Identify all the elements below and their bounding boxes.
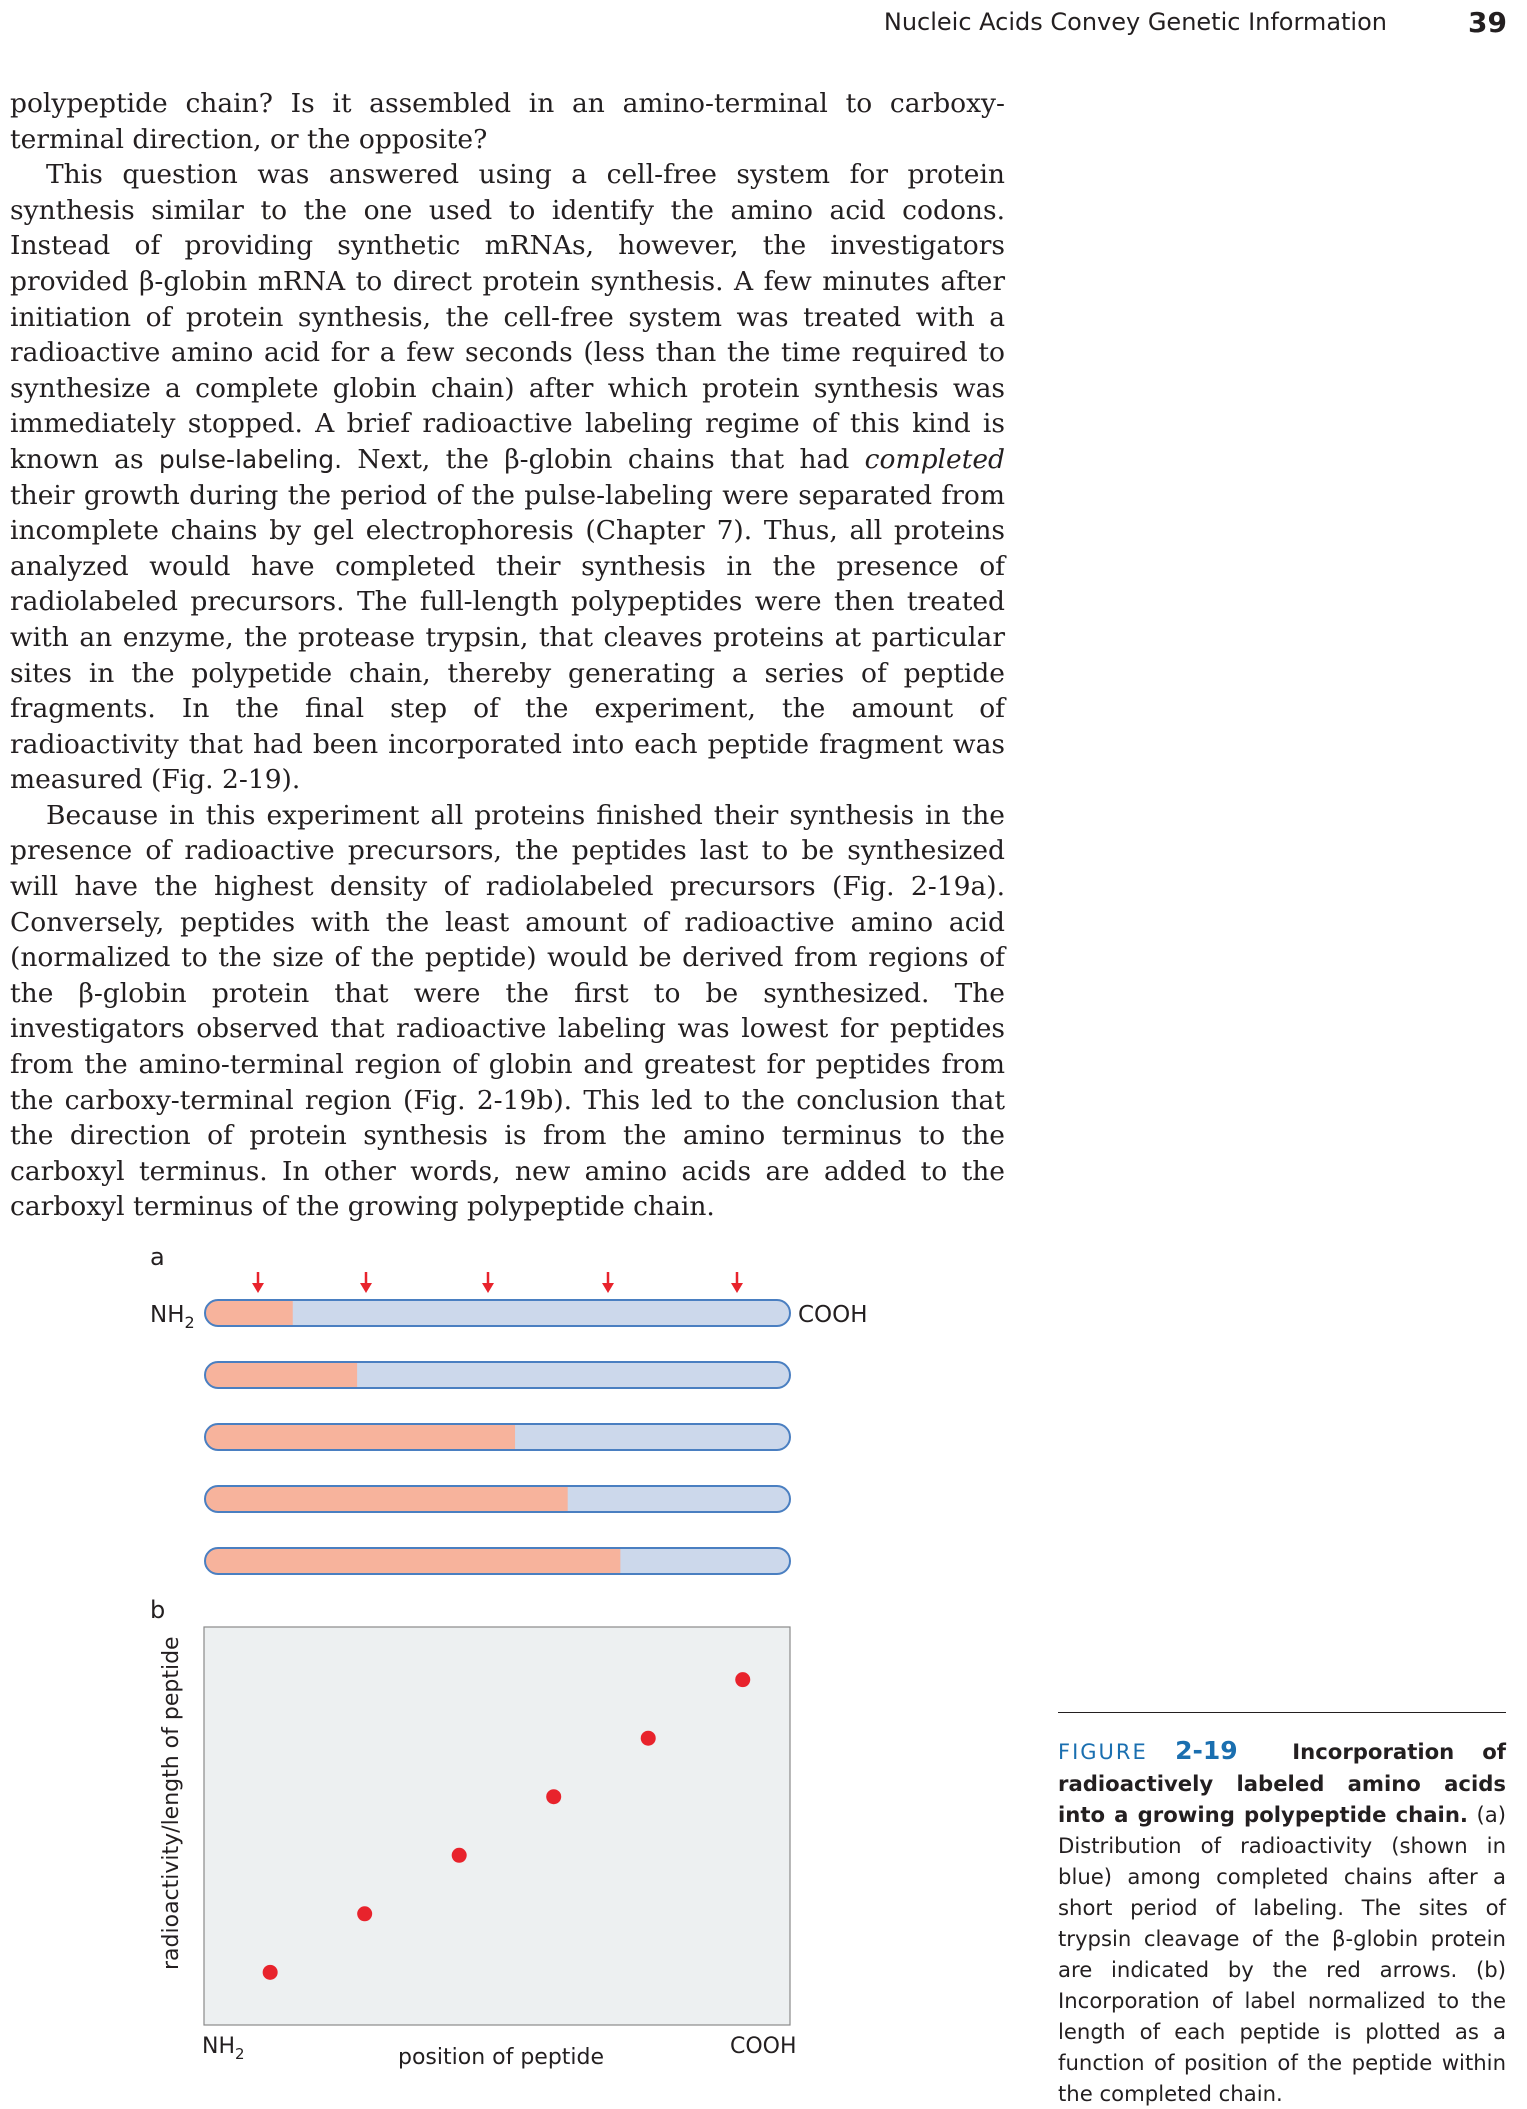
- paragraph-2: [10, 157, 1005, 798]
- y-axis-label: radioactivity/length of peptide: [159, 1636, 184, 1970]
- data-point-1: [263, 1965, 278, 1980]
- cleavage-arrow-2: [360, 1272, 372, 1293]
- page-number: 39: [1468, 6, 1507, 39]
- arrow-head: [360, 1283, 372, 1293]
- chain-labeled-segment: [205, 1424, 515, 1450]
- caption-figure-number: 2-19: [1175, 1736, 1238, 1765]
- data-point-5: [641, 1731, 656, 1746]
- arrow-head: [252, 1283, 264, 1293]
- paragraph-2-part-b: Next, the β-globin chains that had: [342, 443, 865, 475]
- chain-2: [205, 1362, 790, 1388]
- figure-caption: [1058, 1712, 1506, 2109]
- chain-4: [205, 1486, 790, 1512]
- figure-svg: [0, 1230, 1040, 2070]
- arrow-head: [602, 1283, 614, 1293]
- paragraph-3: Because in this experiment all proteins finished their synthesis in the presence of radioactive precursors, the peptides last to be synthesized will have the highest density of radiolabeled precursors (Fig. 2-19a). Conversely, peptides with the least amount of radioactive amino acid (normalized to the size of the peptide) would be derived from regions of the β-globin protein that were the first to be synthesized. The investigators observed that radioactive labeling was lowest for peptides from the amino-terminal region of globin and greatest for peptides from the carboxy-terminal region (Fig. 2-19b). This led to the conclusion that the direction of protein synthesis is from the amino terminus to the carboxyl terminus. In other words, new amino acids are added to the carboxyl terminus of the growing polypeptide chain.: [10, 799, 1005, 1223]
- paragraph-1: polypeptide chain? Is it assembled in an amino-terminal to carboxy-terminal direction, or the opposite?: [10, 88, 1005, 155]
- caption-text: (a) Distribution of radioactivity (shown in blue) among completed chains after a short period of labeling. The sites of trypsin cleavage of the β-globin protein are indicated by the red arrows. (b) Incorporation of label normalized to the length of each peptide is plotted as a function of position of the peptide within the completed chain.: [1058, 1802, 1506, 2106]
- cleavage-arrow-3: [482, 1272, 494, 1293]
- chain-5: [205, 1548, 790, 1574]
- term-pulse-labeling: pulse-labeling.: [158, 444, 343, 474]
- chain-labeled-segment: [205, 1486, 568, 1512]
- data-point-3: [452, 1848, 467, 1863]
- cleavage-arrows: [252, 1272, 743, 1293]
- paragraph-2-part-a: This question was answered using a cell-free system for protein synthesis similar to the one used to identify the amino acid codons. Instead of providing synthetic mRNAs, however, the investigators provided β-globin mRNA to direct protein synthesis. A few minutes after initiation of protein synthesis, the cell-free system was treated with a radioactive amino acid for a few seconds (less than the time required to synthesize a complete globin chain) after which protein synthesis was immediately stopped. A brief radioactive labeling regime of this kind is known as: [10, 159, 1005, 475]
- panel-b-label: b: [150, 1596, 166, 1624]
- figure-2-19: [0, 1230, 1040, 2070]
- caption-title: Incorporation of radioactively labeled amino acids into a growing polypeptide chain.: [1058, 1739, 1506, 1827]
- x-axis-label: position of peptide: [398, 2045, 605, 2070]
- data-point-6: [735, 1672, 750, 1687]
- paragraph-2-part-c: their growth during the period of the pulse-labeling were separated from incomplete chains by gel electrophoresis (Chapter 7). Thus, all proteins analyzed would have completed their synthesis in the presence of radiolabeled precursors. The full-length polypeptides were then treated with an enzyme, the protease trypsin, that cleaves proteins at particular sites in the polypetide chain, thereby generating a series of peptide fragments. In the final step of the experiment, the amount of radioactivity that had been incorporated into each peptide fragment was measured (Fig. 2-19).: [10, 479, 1005, 796]
- chain-labeled-segment: [205, 1362, 357, 1388]
- plot-area: [204, 1627, 790, 2025]
- chain-3: [205, 1424, 790, 1450]
- chain-nh2-label: $NH_2$: [150, 1302, 195, 1332]
- cleavage-arrow-5: [731, 1272, 743, 1293]
- arrow-head: [731, 1283, 743, 1293]
- body-text: [10, 86, 1005, 1225]
- cleavage-arrow-1: [252, 1272, 264, 1293]
- x-tick-cooh: COOH: [730, 2034, 797, 2059]
- chain-1: [205, 1300, 790, 1326]
- chain-labeled-segment: [205, 1300, 293, 1326]
- page-header: [0, 8, 1527, 48]
- arrow-head: [482, 1283, 494, 1293]
- caption-figure-label: FIGURE: [1058, 1740, 1148, 1764]
- x-tick-nh2: $NH_2$: [202, 2034, 245, 2063]
- data-point-4: [546, 1789, 561, 1804]
- data-point-2: [357, 1906, 372, 1921]
- emphasis-completed: completed: [864, 443, 1005, 475]
- chain-labeled-segment: [205, 1548, 620, 1574]
- polypeptide-chains: [205, 1300, 790, 1574]
- running-head: Nucleic Acids Convey Genetic Information: [883, 8, 1387, 36]
- cleavage-arrow-4: [602, 1272, 614, 1293]
- chain-cooh-label: COOH: [798, 1302, 868, 1328]
- panel-a-label: a: [150, 1243, 165, 1271]
